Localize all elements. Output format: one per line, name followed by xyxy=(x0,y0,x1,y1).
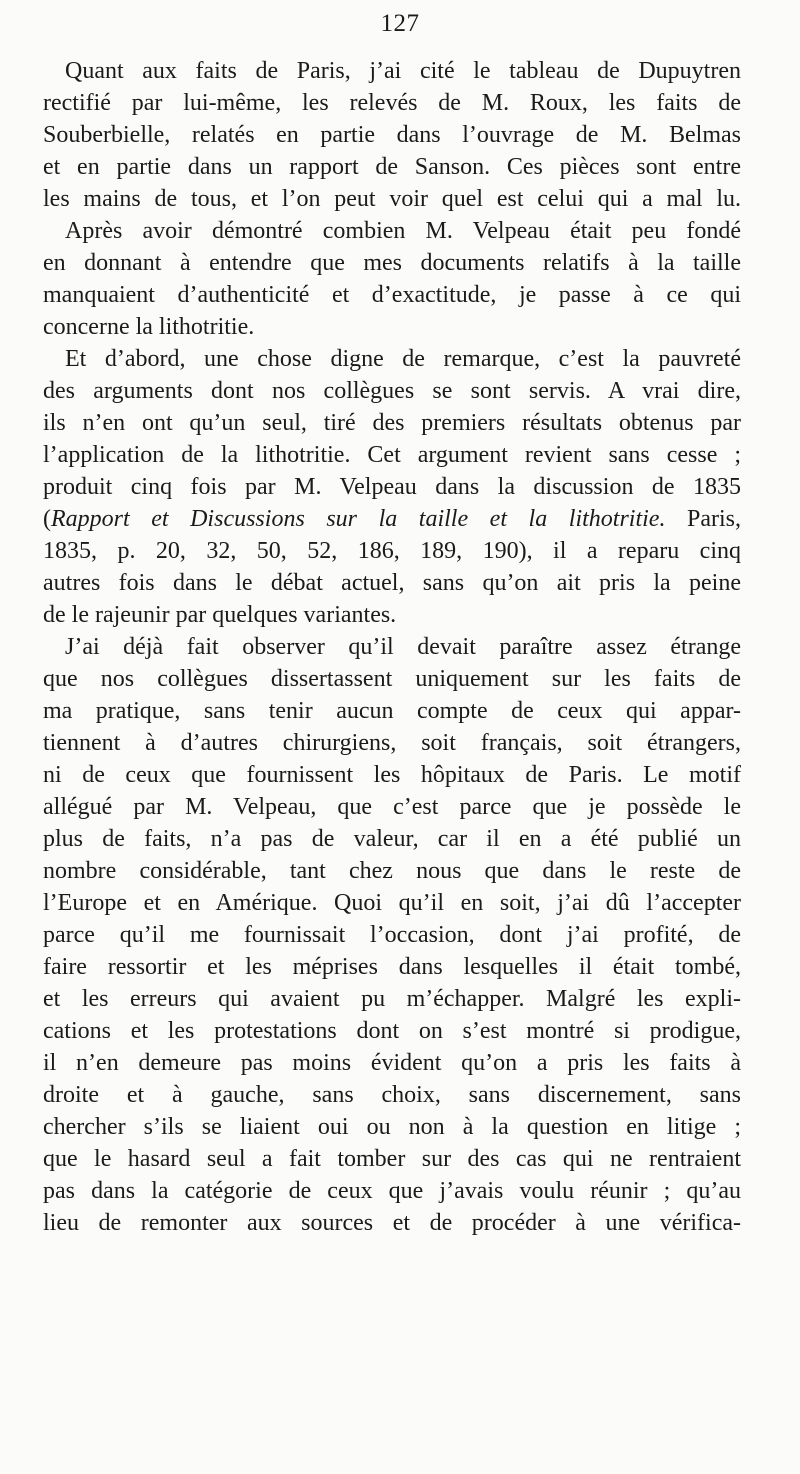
page-number: 127 xyxy=(380,10,420,37)
text-line: rectifié par lui-même, les relevés de M. Roux, les faits de xyxy=(43,90,741,116)
text-line: (Rapport et Discussions sur la taille et la lithotritie. Paris, xyxy=(43,506,742,532)
text-line: allégué par M. Velpeau, que c’est parce que je possède le xyxy=(43,794,741,820)
text-line: des arguments dont nos collègues se sont servis. A vrai dire, xyxy=(43,378,741,404)
text-line: nombre considérable, tant chez nous que dans le reste de xyxy=(43,858,741,884)
text-line: l’Europe et en Amérique. Quoi qu’il en soit, j’ai dû l’accepter xyxy=(43,890,741,916)
text-line: faire ressortir et les méprises dans lesquelles il était tombé, xyxy=(43,954,741,980)
text-line: produit cinq fois par M. Velpeau dans la discussion de 1835 xyxy=(43,474,741,500)
text-line: autres fois dans le débat actuel, sans qu’on ait pris la peine xyxy=(43,570,741,596)
body-text xyxy=(43,55,741,1239)
text-line: pas dans la catégorie de ceux que j’avais voulu réunir ; qu’au xyxy=(43,1178,741,1204)
text-line: cations et les protestations dont on s’est montré si prodigue, xyxy=(43,1018,741,1044)
text-line: chercher s’ils se liaient oui ou non à la question en litige ; xyxy=(43,1114,741,1140)
text-line: les mains de tous, et l’on peut voir quel est celui qui a mal lu. xyxy=(43,186,741,212)
text-line: de le rajeunir par quelques variantes. xyxy=(43,602,397,628)
text-line: et les erreurs qui avaient pu m’échapper. Malgré les expli- xyxy=(43,986,741,1012)
text-line: droite et à gauche, sans choix, sans discernement, sans xyxy=(43,1082,741,1108)
text-line: que nos collègues dissertassent uniquement sur les faits de xyxy=(43,666,741,692)
text-line: J’ai déjà fait observer qu’il devait paraître assez étrange xyxy=(65,634,741,660)
text-line: Après avoir démontré combien M. Velpeau était peu fondé xyxy=(65,218,741,244)
text-line: Souberbielle, relatés en partie dans l’ouvrage de M. Belmas xyxy=(43,122,741,148)
text-line: Et d’abord, une chose digne de remarque, c’est la pauvreté xyxy=(65,346,741,372)
text-line: Quant aux faits de Paris, j’ai cité le tableau de Dupuytren xyxy=(65,58,741,84)
text-line: lieu de remonter aux sources et de procéder à une vérifica- xyxy=(43,1210,741,1236)
text-line: tiennent à d’autres chirurgiens, soit français, soit étrangers, xyxy=(43,730,741,756)
text-line: ma pratique, sans tenir aucun compte de ceux qui appar- xyxy=(43,698,741,724)
text-line: ils n’en ont qu’un seul, tiré des premiers résultats obtenus par xyxy=(43,410,741,436)
text-line: parce qu’il me fournissait l’occasion, dont j’ai profité, de xyxy=(43,922,741,948)
text-line: 1835, p. 20, 32, 50, 52, 186, 189, 190), il a reparu cinq xyxy=(43,538,741,564)
text-line: et en partie dans un rapport de Sanson. Ces pièces sont entre xyxy=(43,154,741,180)
text-line: concerne la lithotritie. xyxy=(43,314,255,340)
work-title: Rapport et Discussions sur la taille et la lithotritie. xyxy=(51,506,666,532)
text-line: il n’en demeure pas moins évident qu’on a pris les faits à xyxy=(43,1050,741,1076)
text-line: en donnant à entendre que mes documents relatifs à la taille xyxy=(43,250,741,276)
text-line: manquaient d’authenticité et d’exactitude, je passe à ce qui xyxy=(43,282,741,308)
text-line: ni de ceux que fournissent les hôpitaux de Paris. Le motif xyxy=(43,762,741,788)
text-line: l’application de la lithotritie. Cet argument revient sans cesse ; xyxy=(43,442,741,468)
text-line: plus de faits, n’a pas de valeur, car il en a été publié un xyxy=(43,826,741,852)
text-line: que le hasard seul a fait tomber sur des cas qui ne rentraient xyxy=(43,1146,741,1172)
